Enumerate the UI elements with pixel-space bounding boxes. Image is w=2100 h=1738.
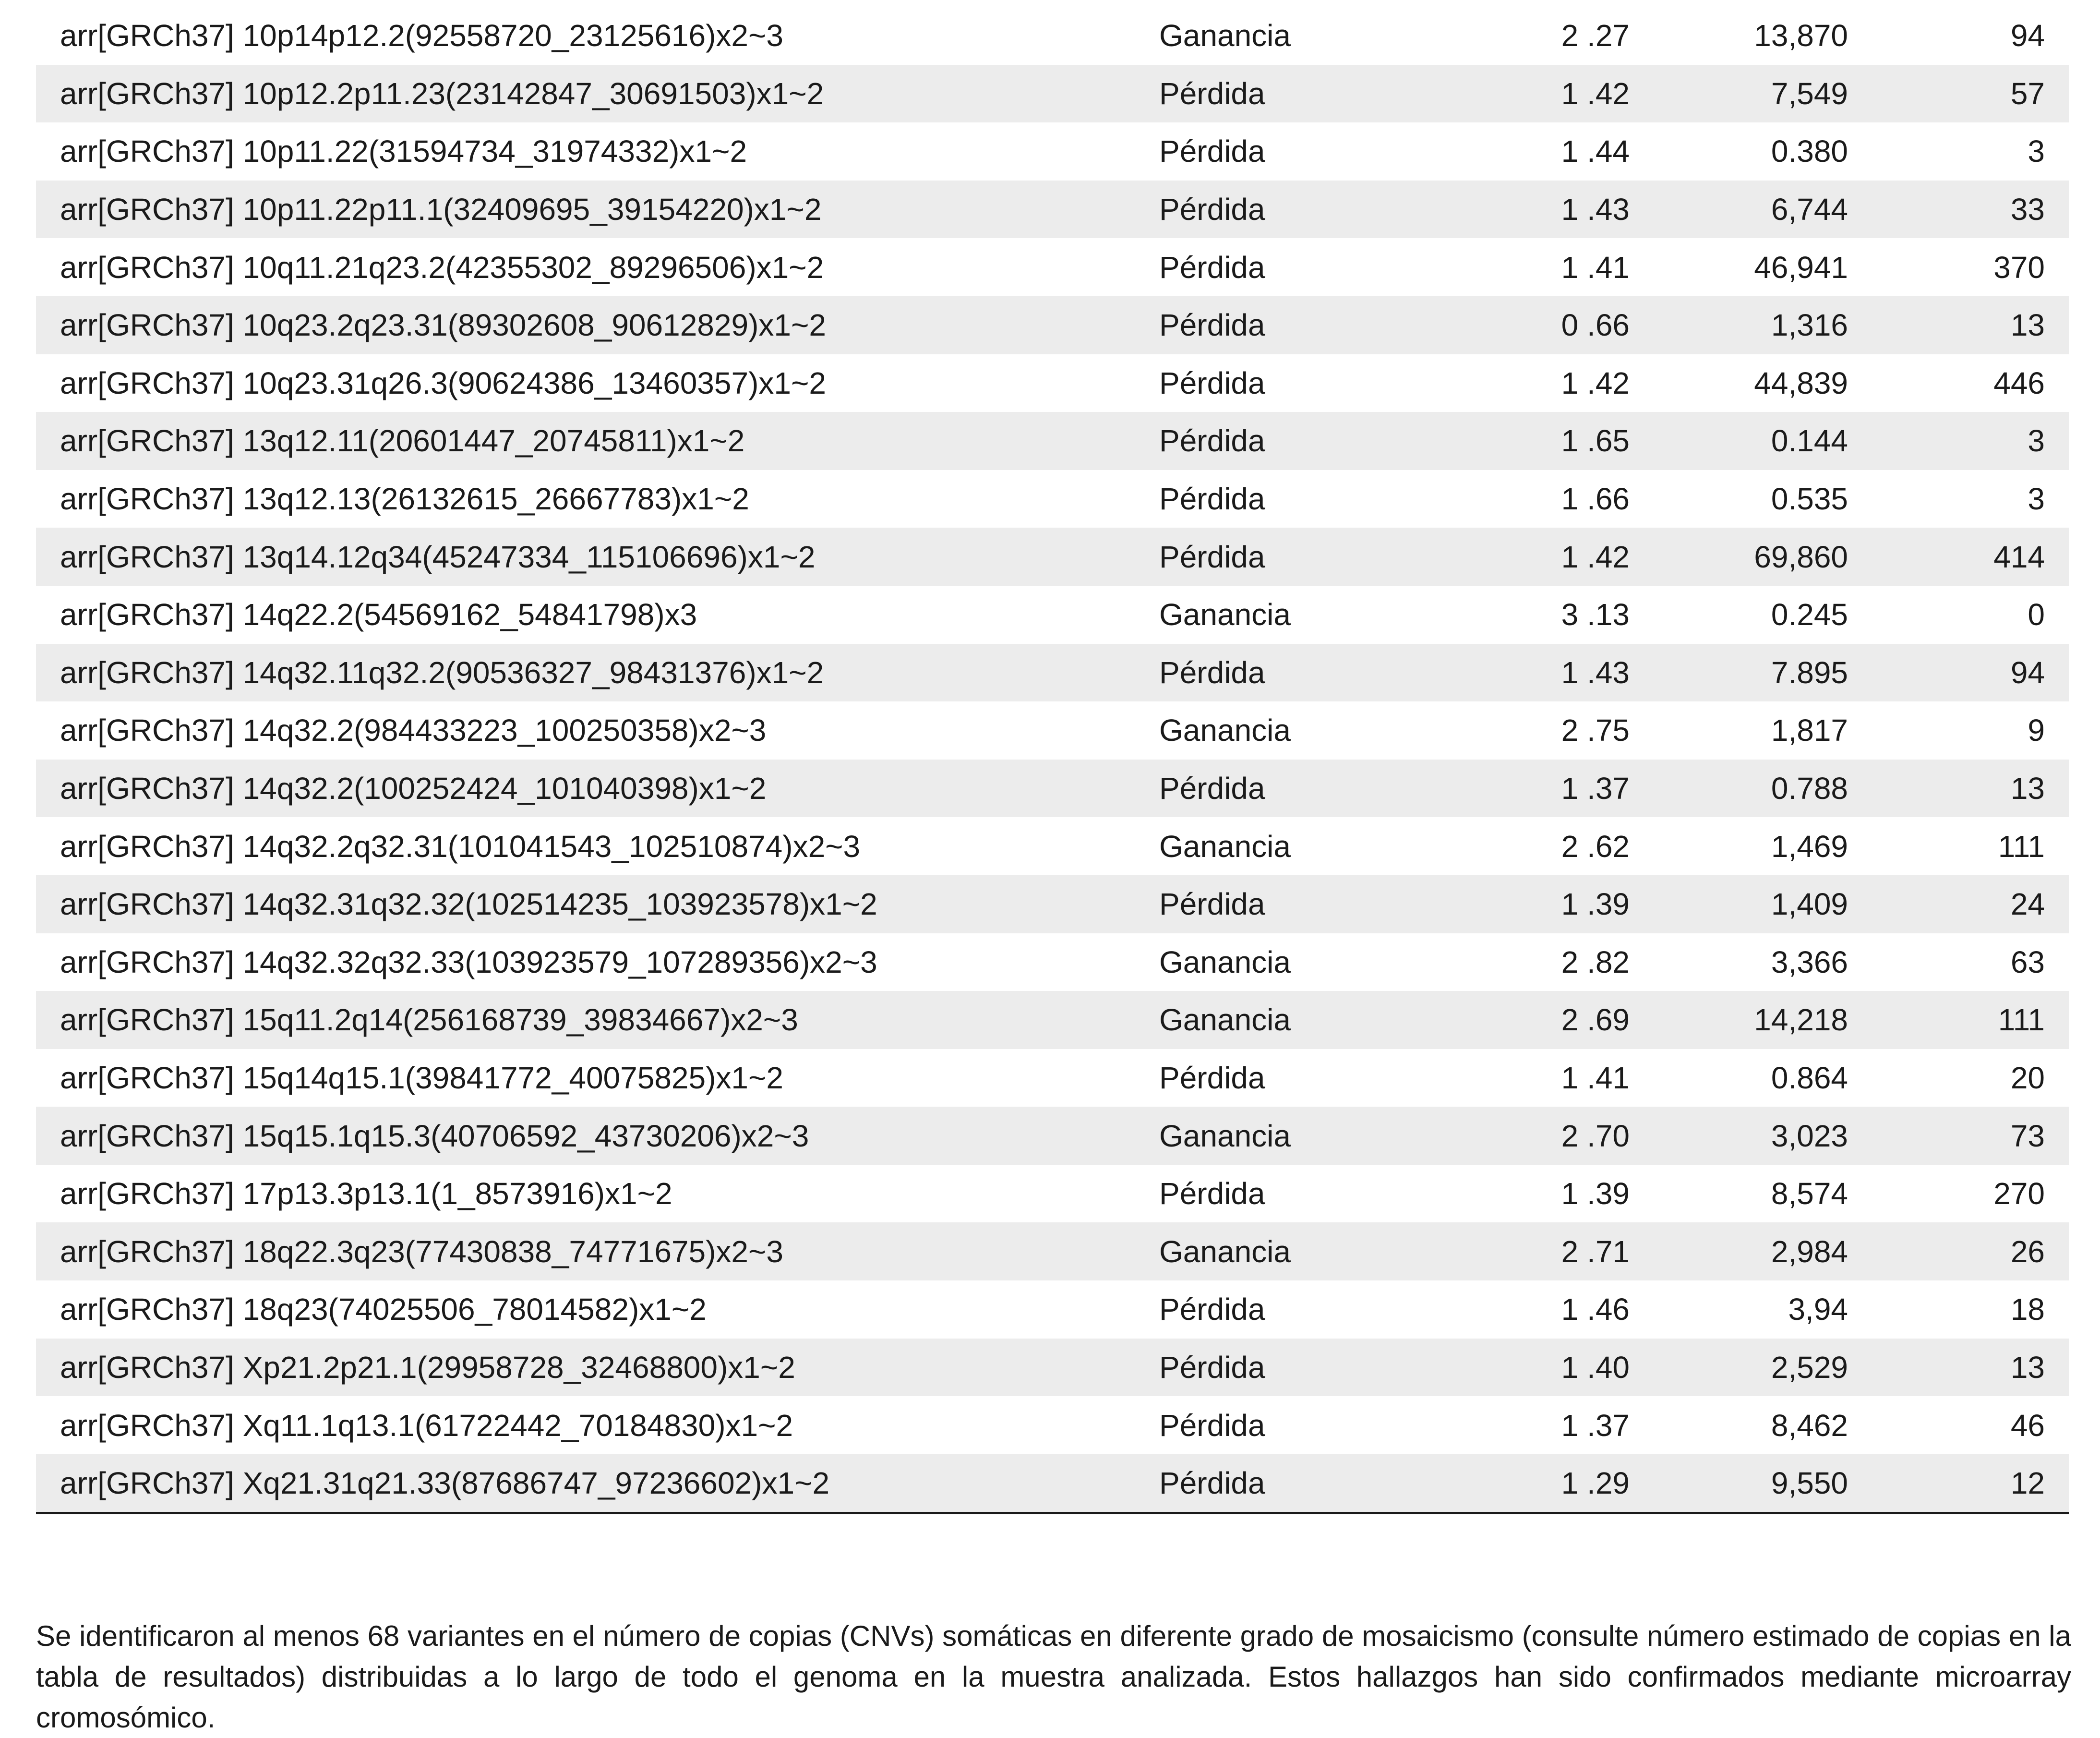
cnv-nomenclature-cell: arr[GRCh37] 10p11.22p11.1(32409695_39154220)x1~2 xyxy=(36,181,1159,239)
cnv-nomenclature-cell: arr[GRCh37] 17p13.3p13.1(1_8573916)x1~2 xyxy=(60,1176,672,1211)
cnv-size-cell: 0.535 xyxy=(1771,482,1848,517)
cnv-nomenclature-cell: arr[GRCh37] 14q32.2(100252424_101040398)x1~2 xyxy=(36,760,1159,818)
cnv-genes-cell: 3 xyxy=(2028,134,2045,169)
cnv-genes-cell: 3 xyxy=(2028,482,2045,517)
cnv-size-cell: 0.380 xyxy=(1771,134,1848,169)
cnv-nomenclature-cell: arr[GRCh37] 14q32.31q32.32(102514235_103923578)x1~2 xyxy=(36,875,1159,933)
cnv-copy-number-cell: 2 .75 xyxy=(1561,713,1630,748)
cnv-genes-cell: 111 xyxy=(1998,829,2045,864)
cnv-genes-cell: 370 xyxy=(1993,250,2045,285)
cnv-type-cell: Pérdida xyxy=(1159,134,1265,169)
cnv-type-cell: Pérdida xyxy=(1159,1339,1428,1397)
cnv-type-cell: Ganancia xyxy=(1159,597,1291,632)
cnv-genes-cell: 270 xyxy=(1993,1176,2045,1211)
results-summary-paragraph: Se identificaron al menos 68 variantes en el número de copias (CNVs) somáticas en diferente grado de mosaicismo (consulte número estimado de copias en la tabla de resultados) distribuidas a lo largo de todo el genoma en la muestra analizada. Estos hallazgos han sido confirmados mediante microarray cromosómico. xyxy=(36,1620,2071,1734)
cnv-type-cell: Pérdida xyxy=(1159,412,1428,470)
cnv-nomenclature-cell: arr[GRCh37] 13q12.11(20601447_20745811)x1~2 xyxy=(36,412,1159,470)
cnv-type-cell: Pérdida xyxy=(1159,250,1265,285)
cnv-type-cell: Pérdida xyxy=(1159,1176,1265,1211)
cnv-type-cell: Pérdida xyxy=(1159,482,1265,517)
cnv-copy-number-cell: 1 .42 xyxy=(1428,528,1630,586)
cnv-size-cell: 8,462 xyxy=(1771,1408,1848,1443)
cnv-copy-number-cell: 1 .41 xyxy=(1561,250,1630,285)
table-row xyxy=(36,1049,2069,1107)
cnv-genes-cell: 0 xyxy=(2028,597,2045,632)
cnv-genes-cell: 13 xyxy=(1848,1339,2069,1397)
cnv-type-cell: Ganancia xyxy=(1159,1222,1428,1280)
cnv-copy-number-cell: 2 .69 xyxy=(1428,991,1630,1049)
cnv-copy-number-cell: 2 .27 xyxy=(1561,18,1630,53)
cnv-genes-cell: 20 xyxy=(2010,1060,2045,1095)
cnv-nomenclature-cell: arr[GRCh37] 14q32.2(984433223_100250358)x2~3 xyxy=(60,713,767,748)
cnv-genes-cell: 24 xyxy=(1848,875,2069,933)
cnv-type-cell: Pérdida xyxy=(1159,644,1428,702)
cnv-genes-cell: 12 xyxy=(1848,1454,2069,1512)
cnv-nomenclature-cell: arr[GRCh37] Xq21.31q21.33(87686747_97236602)x1~2 xyxy=(36,1454,1159,1512)
table-row xyxy=(36,122,2069,181)
cnv-copy-number-cell: 1 .46 xyxy=(1561,1292,1630,1327)
cnv-size-cell: 0.788 xyxy=(1630,760,1848,818)
cnv-type-cell: Pérdida xyxy=(1159,528,1428,586)
cnv-genes-cell: 13 xyxy=(1848,296,2069,354)
cnv-genes-cell: 94 xyxy=(2010,18,2045,53)
cnv-type-cell: Pérdida xyxy=(1159,65,1428,123)
cnv-size-cell: 7.895 xyxy=(1630,644,1848,702)
cnv-size-cell: 13,870 xyxy=(1754,18,1848,53)
cnv-type-cell: Ganancia xyxy=(1159,991,1428,1049)
table-row xyxy=(36,528,2069,586)
cnv-genes-cell: 18 xyxy=(2010,1292,2045,1327)
cnv-nomenclature-cell: arr[GRCh37] 10q11.21q23.2(42355302_89296506)x1~2 xyxy=(60,250,824,285)
cnv-genes-cell: 26 xyxy=(1848,1222,2069,1280)
cnv-copy-number-cell: 1 .43 xyxy=(1428,644,1630,702)
cnv-size-cell: 2,529 xyxy=(1630,1339,1848,1397)
cnv-type-cell: Pérdida xyxy=(1159,296,1428,354)
cnv-type-cell: Ganancia xyxy=(1159,944,1291,979)
cnv-copy-number-cell: 1 .42 xyxy=(1428,65,1630,123)
table-row xyxy=(36,1107,2069,1165)
cnv-size-cell: 8,574 xyxy=(1771,1176,1848,1211)
cnv-size-cell: 1,409 xyxy=(1630,875,1848,933)
cnv-nomenclature-cell: arr[GRCh37] 13q14.12q34(45247334_115106696)x1~2 xyxy=(36,528,1159,586)
table-row xyxy=(36,760,2069,818)
cnv-table-body xyxy=(36,7,2069,1512)
table-row xyxy=(36,1339,2069,1397)
table-row xyxy=(36,238,2069,296)
table-row xyxy=(36,1396,2069,1454)
cnv-copy-number-cell: 2 .62 xyxy=(1561,829,1630,864)
cnv-type-cell: Pérdida xyxy=(1159,1454,1428,1512)
cnv-size-cell: 44,839 xyxy=(1754,365,1848,400)
cnv-copy-number-cell: 1 .44 xyxy=(1561,134,1630,169)
table-row xyxy=(36,470,2069,528)
table-row xyxy=(36,701,2069,760)
cnv-nomenclature-cell: arr[GRCh37] 14q32.2q32.31(101041543_102510874)x2~3 xyxy=(60,829,861,864)
cnv-size-cell: 69,860 xyxy=(1630,528,1848,586)
cnv-size-cell: 46,941 xyxy=(1754,250,1848,285)
cnv-genes-cell: 111 xyxy=(1848,991,2069,1049)
cnv-copy-number-cell: 2 .70 xyxy=(1428,1107,1630,1165)
table-row xyxy=(36,817,2069,875)
cnv-nomenclature-cell: arr[GRCh37] 13q12.13(26132615_26667783)x1~2 xyxy=(60,482,749,517)
cnv-copy-number-cell: 1 .29 xyxy=(1428,1454,1630,1512)
table-row xyxy=(36,933,2069,991)
cnv-nomenclature-cell: arr[GRCh37] 10p14p12.2(92558720_23125616)x2~3 xyxy=(60,18,783,53)
cnv-type-cell: Pérdida xyxy=(1159,760,1428,818)
cnv-type-cell: Pérdida xyxy=(1159,181,1428,239)
table-row xyxy=(36,586,2069,644)
cnv-nomenclature-cell: arr[GRCh37] 14q22.2(54569162_54841798)x3 xyxy=(60,597,697,632)
cnv-type-cell: Pérdida xyxy=(1159,365,1265,400)
cnv-genes-cell: 13 xyxy=(1848,760,2069,818)
cnv-results-table xyxy=(36,7,2069,1512)
table-row xyxy=(36,181,2069,239)
table-row xyxy=(36,1165,2069,1223)
cnv-genes-cell: 63 xyxy=(2010,944,2045,979)
table-row xyxy=(36,7,2069,65)
cnv-nomenclature-cell: arr[GRCh37] 10p12.2p11.23(23142847_30691503)x1~2 xyxy=(36,65,1159,123)
cnv-size-cell: 1,817 xyxy=(1771,713,1848,748)
cnv-copy-number-cell: 3 .13 xyxy=(1561,597,1630,632)
cnv-nomenclature-cell: arr[GRCh37] 10q23.31q26.3(90624386_13460357)x1~2 xyxy=(60,365,826,400)
cnv-copy-number-cell: 1 .42 xyxy=(1561,365,1630,400)
cnv-nomenclature-cell: arr[GRCh37] 15q14q15.1(39841772_40075825)x1~2 xyxy=(60,1060,783,1095)
cnv-nomenclature-cell: arr[GRCh37] 10q23.2q23.31(89302608_90612829)x1~2 xyxy=(36,296,1159,354)
cnv-copy-number-cell: 2 .71 xyxy=(1428,1222,1630,1280)
cnv-copy-number-cell: 2 .82 xyxy=(1561,944,1630,979)
cnv-size-cell: 3,94 xyxy=(1788,1292,1848,1327)
cnv-size-cell: 1,469 xyxy=(1771,829,1848,864)
cnv-type-cell: Ganancia xyxy=(1159,713,1291,748)
cnv-size-cell: 9,550 xyxy=(1630,1454,1848,1512)
cnv-copy-number-cell: 1 .37 xyxy=(1428,760,1630,818)
cnv-copy-number-cell: 1 .43 xyxy=(1428,181,1630,239)
cnv-type-cell: Pérdida xyxy=(1159,1408,1265,1443)
cnv-genes-cell: 3 xyxy=(1848,412,2069,470)
cnv-copy-number-cell: 1 .39 xyxy=(1561,1176,1630,1211)
table-row xyxy=(36,412,2069,470)
cnv-genes-cell: 446 xyxy=(1993,365,2045,400)
cnv-copy-number-cell: 1 .41 xyxy=(1561,1060,1630,1095)
table-bottom-rule xyxy=(36,1512,2069,1514)
table-row xyxy=(36,1454,2069,1512)
cnv-genes-cell: 33 xyxy=(1848,181,2069,239)
cnv-size-cell: 0.144 xyxy=(1630,412,1848,470)
cnv-genes-cell: 414 xyxy=(1848,528,2069,586)
table-row xyxy=(36,65,2069,123)
cnv-copy-number-cell: 0 .66 xyxy=(1428,296,1630,354)
table-row xyxy=(36,1280,2069,1339)
cnv-size-cell: 14,218 xyxy=(1630,991,1848,1049)
cnv-copy-number-cell: 1 .37 xyxy=(1561,1408,1630,1443)
table-row xyxy=(36,296,2069,354)
cnv-genes-cell: 94 xyxy=(1848,644,2069,702)
cnv-type-cell: Pérdida xyxy=(1159,1292,1265,1327)
cnv-copy-number-cell: 1 .40 xyxy=(1428,1339,1630,1397)
table-row xyxy=(36,991,2069,1049)
cnv-size-cell: 0.245 xyxy=(1771,597,1848,632)
cnv-size-cell: 3,366 xyxy=(1771,944,1848,979)
cnv-genes-cell: 9 xyxy=(2028,713,2045,748)
cnv-nomenclature-cell: arr[GRCh37] Xq11.1q13.1(61722442_70184830)x1~2 xyxy=(60,1408,793,1443)
table-row xyxy=(36,644,2069,702)
cnv-nomenclature-cell: arr[GRCh37] 10p11.22(31594734_31974332)x1~2 xyxy=(60,134,747,169)
cnv-nomenclature-cell: arr[GRCh37] 14q32.32q32.33(103923579_107289356)x2~3 xyxy=(60,944,877,979)
table-row xyxy=(36,354,2069,412)
cnv-genes-cell: 57 xyxy=(1848,65,2069,123)
cnv-type-cell: Ganancia xyxy=(1159,18,1291,53)
cnv-type-cell: Pérdida xyxy=(1159,1060,1265,1095)
cnv-genes-cell: 46 xyxy=(2010,1408,2045,1443)
table-row xyxy=(36,1222,2069,1280)
cnv-size-cell: 7,549 xyxy=(1630,65,1848,123)
table-row xyxy=(36,875,2069,933)
cnv-size-cell: 2,984 xyxy=(1630,1222,1848,1280)
cnv-type-cell: Ganancia xyxy=(1159,829,1291,864)
cnv-nomenclature-cell: arr[GRCh37] 14q32.11q32.2(90536327_98431376)x1~2 xyxy=(36,644,1159,702)
cnv-type-cell: Ganancia xyxy=(1159,1107,1428,1165)
cnv-copy-number-cell: 1 .65 xyxy=(1428,412,1630,470)
cnv-genes-cell: 73 xyxy=(1848,1107,2069,1165)
cnv-nomenclature-cell: arr[GRCh37] 18q23(74025506_78014582)x1~2 xyxy=(60,1292,707,1327)
cnv-nomenclature-cell: arr[GRCh37] 18q22.3q23(77430838_74771675)x2~3 xyxy=(36,1222,1159,1280)
cnv-size-cell: 1,316 xyxy=(1630,296,1848,354)
cnv-copy-number-cell: 1 .66 xyxy=(1561,482,1630,517)
cnv-nomenclature-cell: arr[GRCh37] 15q11.2q14(256168739_39834667)x2~3 xyxy=(36,991,1159,1049)
cnv-nomenclature-cell: arr[GRCh37] Xp21.2p21.1(29958728_32468800)x1~2 xyxy=(36,1339,1159,1397)
cnv-size-cell: 0.864 xyxy=(1771,1060,1848,1095)
cnv-size-cell: 3,023 xyxy=(1630,1107,1848,1165)
cnv-copy-number-cell: 1 .39 xyxy=(1428,875,1630,933)
cnv-type-cell: Pérdida xyxy=(1159,875,1428,933)
cnv-results-table-container xyxy=(36,7,2069,1514)
cnv-size-cell: 6,744 xyxy=(1630,181,1848,239)
cnv-nomenclature-cell: arr[GRCh37] 15q15.1q15.3(40706592_43730206)x2~3 xyxy=(36,1107,1159,1165)
